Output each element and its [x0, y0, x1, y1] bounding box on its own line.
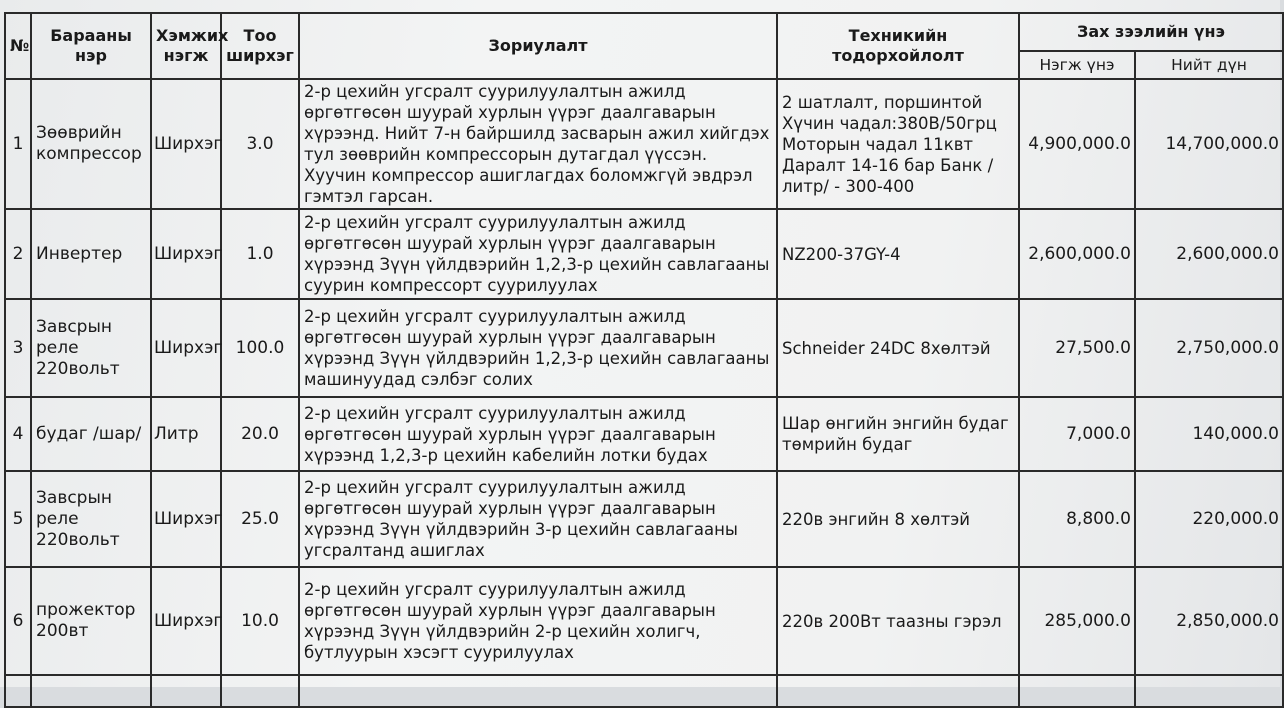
row-unit-price: 7,000.0: [1019, 397, 1135, 471]
header-purpose: Зориулалт: [299, 13, 777, 79]
row-name: Зөөврийн компрессор: [31, 79, 151, 209]
row-qty: 25.0: [221, 471, 299, 567]
table-row: [5, 209, 1283, 299]
header-total-price: Нийт дүн: [1135, 51, 1283, 79]
row-unit-price: 285,000.0: [1019, 567, 1135, 675]
table-row: [5, 567, 1283, 675]
row-total-price: 140,000.0: [1135, 397, 1283, 471]
row-unit-price: 2,600,000.0: [1019, 209, 1135, 299]
row-unit-price: 4,900,000.0: [1019, 79, 1135, 209]
header-name: Барааны нэр: [31, 13, 151, 79]
header-qty: Тоо ширхэг: [221, 13, 299, 79]
row-qty: 10.0: [221, 567, 299, 675]
table-row-partial: [5, 675, 1283, 707]
row-no: 5: [5, 471, 31, 567]
row-unit-price: 8,800.0: [1019, 471, 1135, 567]
table-row: [5, 79, 1283, 209]
row-spec: 2 шатлалт, поршинтой Хүчин чадал:380В/50грц Моторын чадал 11квт Даралт 14-16 бар Банк /литр/ - 300-400: [777, 79, 1019, 209]
header-unit-price: Нэгж үнэ: [1019, 51, 1135, 79]
row-spec: Шар өнгийн энгийн будаг төмрийн будаг: [777, 397, 1019, 471]
row-qty: 20.0: [221, 397, 299, 471]
row-unit: Ширхэг: [151, 299, 221, 397]
row-total-price: 2,600,000.0: [1135, 209, 1283, 299]
row-name: Завсрын реле 220вольт: [31, 471, 151, 567]
header-price-group: Зах зээлийн үнэ: [1019, 13, 1283, 51]
row-spec: 220в 200Вт таазны гэрэл: [777, 567, 1019, 675]
row-unit: Ширхэг: [151, 567, 221, 675]
row-purpose: 2-р цехийн угсралт суурилуулалтын ажилд өргөтгөсөн шуурай хурлын үүрэг даалгаварын хүрээнд 1,2,3-р цехийн кабелийн лотки будах: [299, 397, 777, 471]
row-unit: Ширхэг: [151, 471, 221, 567]
table-row: [5, 397, 1283, 471]
row-no: 1: [5, 79, 31, 209]
row-total-price: 2,750,000.0: [1135, 299, 1283, 397]
row-name: Инвертер: [31, 209, 151, 299]
row-unit-price: 27,500.0: [1019, 299, 1135, 397]
row-name: Завсрын реле 220вольт: [31, 299, 151, 397]
row-name: будаг /шар/: [31, 397, 151, 471]
table-row: [5, 471, 1283, 567]
row-qty: 100.0: [221, 299, 299, 397]
row-name: прожектор 200вт: [31, 567, 151, 675]
procurement-table: [4, 12, 1284, 708]
row-no: 2: [5, 209, 31, 299]
row-unit: Ширхэг: [151, 209, 221, 299]
row-no: 3: [5, 299, 31, 397]
row-spec: NZ200-37GY-4: [777, 209, 1019, 299]
row-purpose: 2-р цехийн угсралт суурилуулалтын ажилд өргөтгөсөн шуурай хурлын үүрэг даалгаварын хүрээнд Зүүн үйлдвэрийн 3-р цехийн савлагааны угсралтанд ашиглах: [299, 471, 777, 567]
row-qty: 1.0: [221, 209, 299, 299]
row-purpose: 2-р цехийн угсралт суурилуулалтын ажилд өргөтгөсөн шуурай хурлын үүрэг даалгаварын хүрээнд. Нийт 7-н байршилд засварын ажил хийгдэх тул зөөврийн компрессорын дутагдал үүссэн. Хуучин компрессор ашиглагдах боломжгүй эвдрэл гэмтэл гарсан.: [299, 79, 777, 209]
header-spec: Техникийн тодорхойлолт: [777, 13, 1019, 79]
table-row: [5, 299, 1283, 397]
row-purpose: 2-р цехийн угсралт суурилуулалтын ажилд өргөтгөсөн шуурай хурлын үүрэг даалгаварын хүрээнд Зүүн үйлдвэрийн 2-р цехийн холигч, бутлуурын хэсэгт суурилуулах: [299, 567, 777, 675]
row-spec: 220в энгийн 8 хөлтэй: [777, 471, 1019, 567]
row-no: 4: [5, 397, 31, 471]
row-purpose: 2-р цехийн угсралт суурилуулалтын ажилд өргөтгөсөн шуурай хурлын үүрэг даалгаварын хүрээнд Зүүн үйлдвэрийн 1,2,3-р цехийн савлагааны суурин компрессорт суурилуулах: [299, 209, 777, 299]
row-total-price: 220,000.0: [1135, 471, 1283, 567]
row-no: 6: [5, 567, 31, 675]
row-spec: Schneider 24DC 8хөлтэй: [777, 299, 1019, 397]
header-row: [5, 13, 1283, 51]
row-unit: Ширхэг: [151, 79, 221, 209]
row-total-price: 14,700,000.0: [1135, 79, 1283, 209]
header-unit: Хэмжих нэгж: [151, 13, 221, 79]
row-qty: 3.0: [221, 79, 299, 209]
header-no: №: [5, 13, 31, 79]
row-purpose: 2-р цехийн угсралт суурилуулалтын ажилд өргөтгөсөн шуурай хурлын үүрэг даалгаварын хүрээнд Зүүн үйлдвэрийн 1,2,3-р цехийн савлагааны машинуудад сэлбэг солих: [299, 299, 777, 397]
row-unit: Литр: [151, 397, 221, 471]
row-total-price: 2,850,000.0: [1135, 567, 1283, 675]
